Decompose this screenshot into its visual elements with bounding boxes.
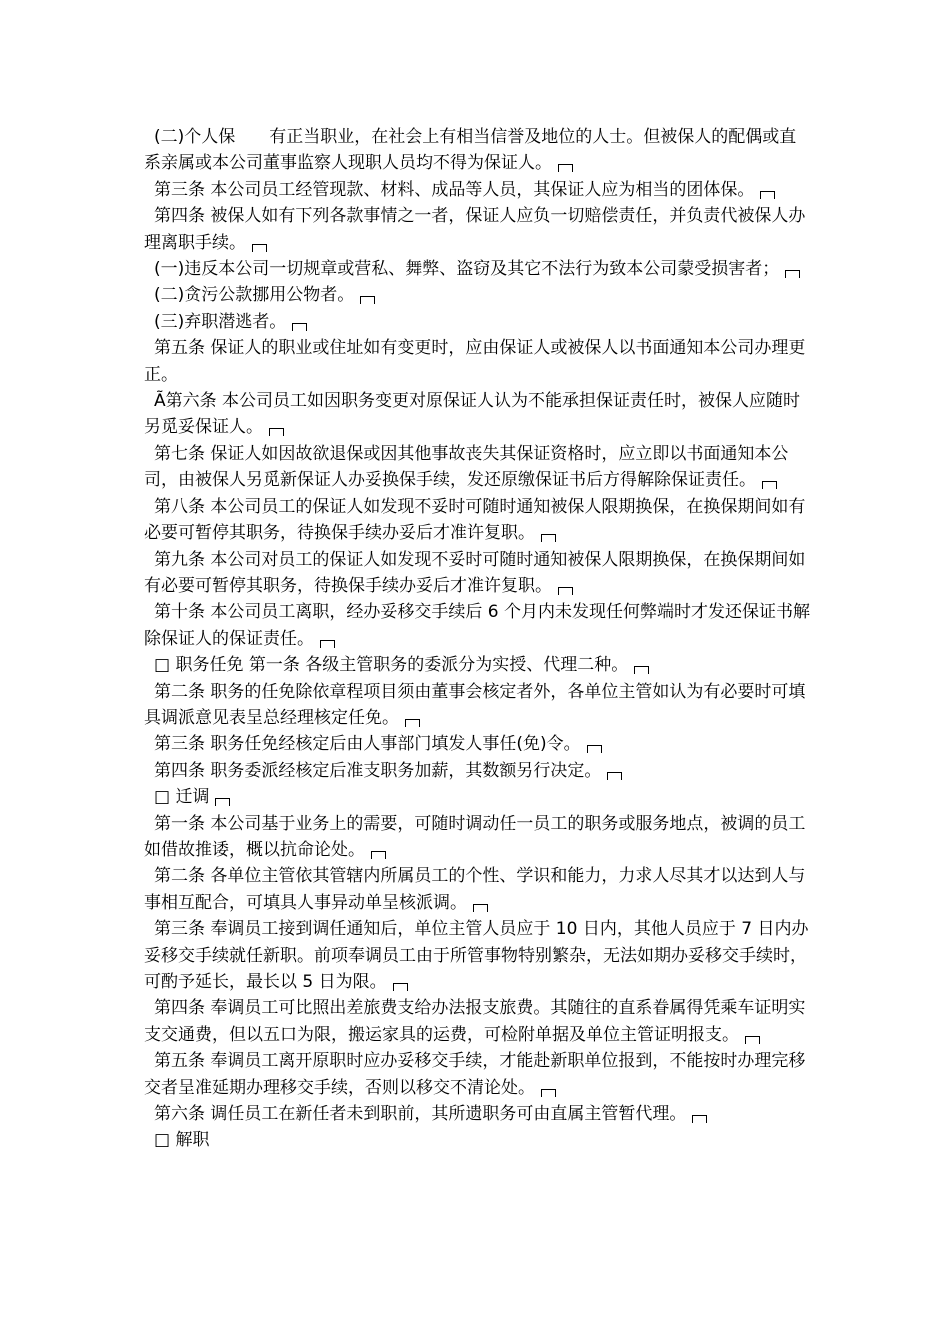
document-paragraph (144, 1127, 812, 1153)
document-paragraph (144, 256, 812, 282)
paragraph-end-mark-icon (320, 640, 335, 648)
document-paragraph (144, 203, 812, 256)
paragraph-text: 第三条 职务任免经核定后由人事部门填发人事任(免)令。 (154, 734, 581, 755)
document-paragraph (144, 388, 812, 441)
paragraph-text: □ 迁调 (154, 787, 210, 808)
paragraph-text: 第五条 保证人的职业或住址如有变更时，应由保证人或被保人以书面通知本公司办理更正。 (144, 338, 806, 385)
paragraph-end-mark-icon (692, 1115, 707, 1123)
paragraph-end-mark-icon (785, 270, 800, 278)
paragraph-end-mark-icon (292, 323, 307, 331)
paragraph-text: 第一条 本公司基于业务上的需要，可随时调动任一员工的职务或服务地点，被调的员工如借故推诿，概以抗命论处。 (144, 813, 806, 860)
document-paragraph (144, 441, 812, 494)
document-paragraph (144, 124, 812, 177)
paragraph-end-mark-icon (215, 798, 230, 806)
paragraph-text: 第十条 本公司员工离职，经办妥移交手续后 6 个月内未发现任何弊端时才发还保证书解除保证人的保证责任。 (144, 602, 811, 649)
paragraph-end-mark-icon (541, 1089, 556, 1097)
document-paragraph (144, 1101, 812, 1127)
document-paragraph (144, 282, 812, 308)
document-paragraph (144, 731, 812, 757)
paragraph-end-mark-icon (252, 244, 267, 252)
paragraph-end-mark-icon (558, 164, 573, 172)
paragraph-end-mark-icon (745, 1036, 760, 1044)
document-paragraph (144, 784, 812, 810)
paragraph-text: 第二条 职务的任免除依章程项目须由董事会核定者外，各单位主管如认为有必要时可填具调派意见表呈总经理核定任免。 (144, 681, 806, 728)
document-paragraph (144, 995, 812, 1048)
paragraph-text: Ã第六条 本公司员工如因职务变更对原保证人认为不能承担保证责任时，被保人应随时另觅妥保证人。 (144, 391, 801, 438)
paragraph-text: (二)贪污公款挪用公物者。 (154, 285, 355, 306)
paragraph-end-mark-icon (405, 719, 420, 727)
paragraph-text: □ 职务任免 第一条 各级主管职务的委派分为实授、代理二种。 (154, 655, 629, 676)
paragraph-end-mark-icon (762, 481, 777, 489)
paragraph-text: (一)违反本公司一切规章或营私、舞弊、盗窃及其它不法行为致本公司蒙受损害者； (154, 259, 780, 280)
paragraph-end-mark-icon (558, 587, 573, 595)
paragraph-end-mark-icon (473, 904, 488, 912)
paragraph-text: 第四条 职务委派经核定后准支职务加薪，其数额另行决定。 (154, 760, 602, 781)
paragraph-end-mark-icon (634, 666, 649, 674)
paragraph-text: 第四条 奉调员工可比照出差旅费支给办法报支旅费。其随往的直系眷属得凭乘车证明实支交通费，但以五口为限，搬运家具的运费，可检附单据及单位主管证明报支。 (144, 998, 806, 1045)
paragraph-text: □ 解职 (154, 1130, 210, 1151)
paragraph-text: 第九条 本公司对员工的保证人如发现不妥时可随时通知被保人限期换保，在换保期间如有必要可暂停其职务，待换保手续办妥后才准许复职。 (144, 549, 806, 596)
document-paragraph (144, 335, 812, 388)
paragraph-text: 第二条 各单位主管依其管辖内所属员工的个性、学识和能力，力求人尽其才以达到人与事相互配合，可填具人事异动单呈核派调。 (144, 866, 806, 913)
paragraph-text: 第五条 奉调员工离开原职时应办妥移交手续，才能赴新职单位报到，不能按时办理完移交者呈准延期办理移交手续，否则以移交不清论处。 (144, 1051, 806, 1098)
document-paragraph (144, 652, 812, 678)
document-paragraph (144, 863, 812, 916)
document-paragraph (144, 309, 812, 335)
document-paragraph (144, 679, 812, 732)
paragraph-end-mark-icon (587, 745, 602, 753)
paragraph-text: 第六条 调任员工在新任者未到职前，其所遗职务可由直属主管暂代理。 (154, 1104, 687, 1125)
paragraph-end-mark-icon (393, 983, 408, 991)
paragraph-text: 第四条 被保人如有下列各款事情之一者，保证人应负一切赔偿责任，并负责代被保人办理离职手续。 (144, 206, 806, 253)
paragraph-text: 第三条 奉调员工接到调任通知后，单位主管人员应于 10 日内，其他人员应于 7 日内办妥移交手续就任新职。前项奉调员工由于所管事物特别繁杂，无法如期办妥移交手续时，可酌予延长，最长以 5 日为限。 (144, 919, 809, 992)
document-paragraph (144, 811, 812, 864)
document-paragraph (144, 177, 812, 203)
paragraph-text: (二)个人保 有正当职业，在社会上有相当信誉及地位的人士。但被保人的配偶或直系亲属或本公司董事监察人现职人员均不得为保证人。 (144, 127, 797, 174)
paragraph-end-mark-icon (760, 191, 775, 199)
paragraph-text: 第三条 本公司员工经管现款、材料、成品等人员，其保证人应为相当的团体保。 (154, 179, 755, 200)
document-body (144, 124, 812, 1154)
document-paragraph (144, 494, 812, 547)
paragraph-text: 第八条 本公司员工的保证人如发现不妥时可随时通知被保人限期换保，在换保期间如有必要可暂停其职务，待换保手续办妥后才准许复职。 (144, 496, 806, 544)
paragraph-end-mark-icon (607, 772, 622, 780)
document-paragraph (144, 758, 812, 784)
paragraph-end-mark-icon (541, 534, 556, 542)
paragraph-end-mark-icon (360, 296, 375, 304)
document-paragraph (144, 916, 812, 995)
document-paragraph (144, 599, 812, 652)
paragraph-end-mark-icon (269, 428, 284, 436)
paragraph-text: 第七条 保证人如因故欲退保或因其他事故丧失其保证资格时，应立即以书面通知本公司，由被保人另觅新保证人办妥换保手续，发还原缴保证书后方得解除保证责任。 (144, 443, 789, 491)
paragraph-text: (三)弃职潜逃者。 (154, 311, 287, 332)
document-paragraph (144, 1048, 812, 1101)
document-paragraph (144, 547, 812, 600)
paragraph-end-mark-icon (371, 851, 386, 859)
